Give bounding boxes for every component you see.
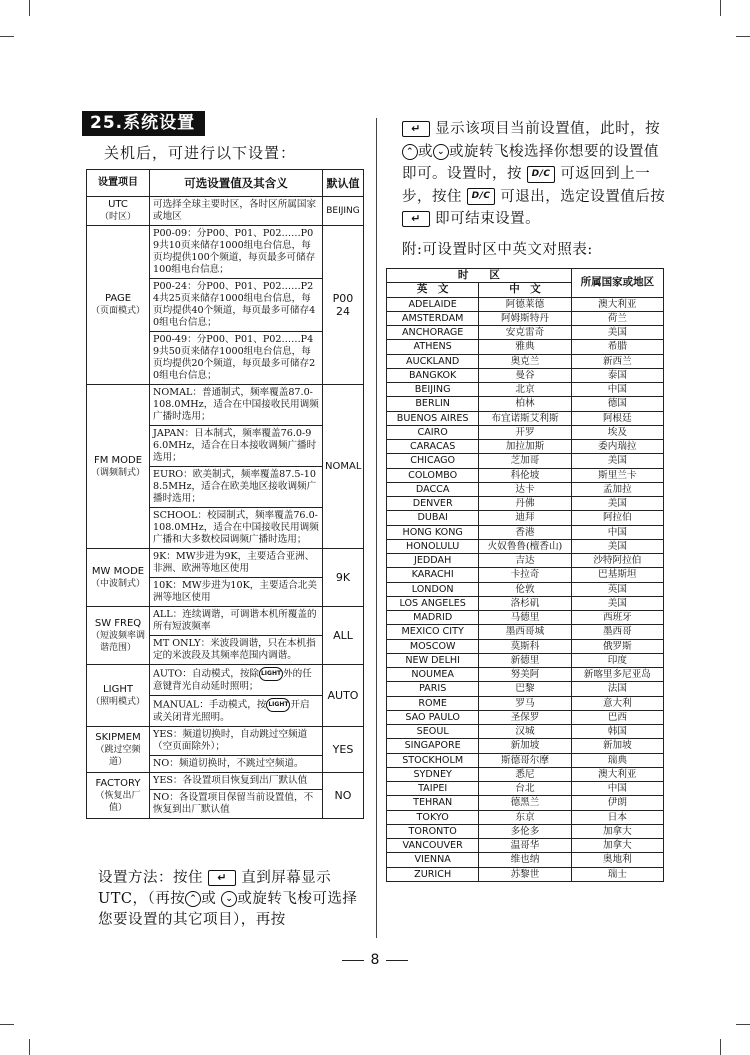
dc-key-icon: D/C xyxy=(467,188,495,205)
timezone-en: KARACHI xyxy=(387,568,479,582)
timezone-country: 新喀里多尼亚岛 xyxy=(571,668,663,682)
timezone-cn: 阿德莱德 xyxy=(479,297,571,311)
timezone-en: SAO PAULO xyxy=(387,710,479,724)
option-page-49: P00-49：分P00、P01、P02……P49共50页来储存1000组电台信息，每页均提供20个频道，每页最多可储存20组电台信息； xyxy=(150,332,323,385)
light-key-icon: LIGHT xyxy=(266,698,290,712)
item-page xyxy=(87,226,150,385)
option-fm-japan: JAPAN：日本制式，频率覆盖76.0-96.0MHz，适合在日本接收调频广播时选用； xyxy=(150,426,323,467)
option-light-auto xyxy=(150,665,323,696)
timezone-en: ATHENS xyxy=(387,340,479,354)
item-sublabel: （跳过空频道） xyxy=(95,744,141,767)
timezone-en: SYDNEY xyxy=(387,767,479,781)
timezone-country: 美国 xyxy=(571,326,663,340)
section-title: 25.系统设置 xyxy=(82,111,205,136)
timezone-row xyxy=(387,668,664,682)
timezone-country: 巴基斯坦 xyxy=(571,568,663,582)
timezone-cn: 科伦坡 xyxy=(479,468,571,482)
default-skip: YES xyxy=(323,727,364,773)
return-key-icon: ↵ xyxy=(208,870,236,886)
column-divider xyxy=(376,118,377,938)
settings-table xyxy=(86,169,364,819)
item-label: PAGE xyxy=(104,293,132,304)
timezone-cn: 台北 xyxy=(479,782,571,796)
timezone-en: ADELAIDE xyxy=(387,297,479,311)
timezone-cn: 迪拜 xyxy=(479,511,571,525)
timezone-en: AUCKLAND xyxy=(387,354,479,368)
item-sublabel: （短波频率调谐范围） xyxy=(90,630,145,653)
timezone-country: 中国 xyxy=(571,782,663,796)
header-country: 所属国家或地区 xyxy=(571,269,663,298)
timezone-country: 泰国 xyxy=(571,368,663,382)
method-text: 即可结束设置。 xyxy=(435,211,541,227)
default-page: P00 24 xyxy=(323,226,364,385)
timezone-en: DACCA xyxy=(387,482,479,496)
timezone-cn: 悉尼 xyxy=(479,767,571,781)
crop-mark xyxy=(0,36,14,37)
timezone-header-row xyxy=(387,269,664,283)
timezone-country: 中国 xyxy=(571,383,663,397)
timezone-row xyxy=(387,653,664,667)
item-sublabel: （时区） xyxy=(99,212,136,222)
timezone-row xyxy=(387,582,664,596)
item-fm xyxy=(87,385,150,549)
timezone-row xyxy=(387,497,664,511)
timezone-en: BEIJING xyxy=(387,383,479,397)
timezone-country: 新加坡 xyxy=(571,739,663,753)
timezone-country: 巴西 xyxy=(571,710,663,724)
timezone-en: VANCOUVER xyxy=(387,839,479,853)
dc-key-icon: D/C xyxy=(527,166,555,183)
crop-mark xyxy=(0,1024,14,1025)
option-text: 外的任意键背光自动延时照明； xyxy=(153,668,312,692)
timezone-cn: 罗马 xyxy=(479,696,571,710)
timezone-cn: 多伦多 xyxy=(479,824,571,838)
timezone-en: CHICAGO xyxy=(387,454,479,468)
option-mw-10k: 10K：MW步进为10K，主要适合北美洲等地区使用 xyxy=(150,578,323,607)
timezone-country: 法国 xyxy=(571,682,663,696)
timezone-en: ROME xyxy=(387,696,479,710)
method-text: 或 xyxy=(418,143,433,160)
timezone-en: VIENNA xyxy=(387,853,479,867)
timezone-row xyxy=(387,311,664,325)
row-fm xyxy=(87,385,364,426)
return-key-icon: ↵ xyxy=(402,211,430,227)
item-label: UTC xyxy=(108,199,128,210)
timezone-row xyxy=(387,354,664,368)
timezone-row xyxy=(387,468,664,482)
timezone-cn: 东京 xyxy=(479,810,571,824)
timezone-row xyxy=(387,568,664,582)
row-skip xyxy=(87,727,364,756)
timezone-cn: 卡拉奇 xyxy=(479,568,571,582)
timezone-country: 埃及 xyxy=(571,425,663,439)
timezone-cn: 达卡 xyxy=(479,482,571,496)
timezone-cn: 北京 xyxy=(479,383,571,397)
timezone-en: DENVER xyxy=(387,497,479,511)
light-key-icon: LIGHT xyxy=(259,667,283,681)
item-sw xyxy=(87,607,150,665)
timezone-row xyxy=(387,397,664,411)
setting-method xyxy=(98,868,370,931)
timezone-row xyxy=(387,554,664,568)
timezone-country: 中国 xyxy=(571,525,663,539)
timezone-country: 俄罗斯 xyxy=(571,639,663,653)
timezone-en: NEW DELHI xyxy=(387,653,479,667)
option-fm-nomal: NOMAL：普通制式，频率覆盖87.0-108.0MHz，适合在中国接收民用调频广播时选用； xyxy=(150,385,323,426)
timezone-cn: 曼谷 xyxy=(479,368,571,382)
timezone-cn: 温哥华 xyxy=(479,839,571,853)
row-utc xyxy=(87,197,364,226)
timezone-cn: 芝加哥 xyxy=(479,454,571,468)
row-sw xyxy=(87,607,364,636)
timezone-row xyxy=(387,839,664,853)
timezone-country: 阿拉伯 xyxy=(571,511,663,525)
option-page-09: P00-09：分P00、P01、P02……P09共10页来储存1000组电台信息，每页均提供100个频道，每页最多可储存100组电台信息； xyxy=(150,226,323,279)
page-number xyxy=(0,952,750,968)
timezone-cn: 巴黎 xyxy=(479,682,571,696)
timezone-cn: 努美阿 xyxy=(479,668,571,682)
option-skip-no: NO：频道切换时，不跳过空频道。 xyxy=(150,756,323,773)
timezone-row xyxy=(387,739,664,753)
timezone-body xyxy=(387,297,664,881)
timezone-country: 美国 xyxy=(571,539,663,553)
up-key-icon: ⌃ xyxy=(185,891,201,907)
item-mw xyxy=(87,549,150,607)
timezone-caption: 附:可设置时区中英文对照表: xyxy=(402,242,593,258)
timezone-row xyxy=(387,710,664,724)
desc-utc: 可选择全球主要时区，各时区所属国家或地区 xyxy=(150,197,323,226)
timezone-en: MEXICO CITY xyxy=(387,625,479,639)
timezone-cn: 丹佛 xyxy=(479,497,571,511)
item-label: SW FREQ xyxy=(94,617,142,629)
timezone-row xyxy=(387,767,664,781)
timezone-row xyxy=(387,810,664,824)
page-number-dash xyxy=(342,960,364,961)
timezone-cn: 布宜诺斯艾利斯 xyxy=(479,411,571,425)
timezone-cn: 开罗 xyxy=(479,425,571,439)
page-number-dash xyxy=(386,960,408,961)
timezone-row xyxy=(387,753,664,767)
crop-mark xyxy=(29,0,30,16)
item-label: SKIPMEM xyxy=(95,731,141,743)
timezone-country: 美国 xyxy=(571,497,663,511)
timezone-en: STOCKHOLM xyxy=(387,753,479,767)
timezone-cn: 柏林 xyxy=(479,397,571,411)
setting-method-continued xyxy=(402,118,672,231)
timezone-row xyxy=(387,525,664,539)
intro-text: 关机后，可进行以下设置： xyxy=(104,144,297,162)
crop-mark xyxy=(720,1039,721,1055)
default-fm: NOMAL xyxy=(323,385,364,549)
timezone-row xyxy=(387,297,664,311)
method-text: 设置方法：按住 xyxy=(98,870,203,886)
timezone-en: LOS ANGELES xyxy=(387,596,479,610)
header-en: 英 文 xyxy=(387,283,479,297)
timezone-country: 加拿大 xyxy=(571,824,663,838)
crop-mark xyxy=(736,1024,750,1025)
timezone-row xyxy=(387,725,664,739)
option-page-24: P00-24：分P00、P01、P02……P24共25页来储存1000组电台信息，每页均提供40个频道，每页最多可储存40组电台信息； xyxy=(150,279,323,332)
timezone-cn: 伦敦 xyxy=(479,582,571,596)
timezone-country: 孟加拉 xyxy=(571,482,663,496)
option-mw-9k: 9K：MW步进为9K，主要适合亚洲、非洲、欧洲等地区使用 xyxy=(150,549,323,578)
timezone-row xyxy=(387,639,664,653)
timezone-en: ANCHORAGE xyxy=(387,326,479,340)
timezone-country: 新西兰 xyxy=(571,354,663,368)
row-factory xyxy=(87,773,364,790)
row-light xyxy=(87,665,364,696)
timezone-cn: 安克雷奇 xyxy=(479,326,571,340)
timezone-en: ZURICH xyxy=(387,867,479,881)
settings-header-row xyxy=(87,170,364,197)
timezone-cn: 苏黎世 xyxy=(479,867,571,881)
timezone-country: 瑞士 xyxy=(571,867,663,881)
timezone-en: AMSTERDAM xyxy=(387,311,479,325)
header-options: 可选设置值及其含义 xyxy=(150,170,323,197)
timezone-en: SEOUL xyxy=(387,725,479,739)
item-sublabel: （恢复出厂值） xyxy=(95,790,141,813)
timezone-en: BANGKOK xyxy=(387,368,479,382)
timezone-row xyxy=(387,696,664,710)
timezone-cn: 德黑兰 xyxy=(479,796,571,810)
timezone-cn: 斯德哥尔摩 xyxy=(479,753,571,767)
timezone-country: 澳大利亚 xyxy=(571,297,663,311)
item-light xyxy=(87,665,150,727)
timezone-country: 瑞典 xyxy=(571,753,663,767)
method-text: 或旋转飞梭可选择您要设置的其它项目），再按 xyxy=(98,891,358,928)
timezone-row xyxy=(387,596,664,610)
timezone-row xyxy=(387,383,664,397)
option-fm-school: SCHOOL：校园制式，频率覆盖76.0-108.0MHz，适合在中国接收民用调频广播和大多数校园调频广播时选用； xyxy=(150,508,323,549)
timezone-en: PARIS xyxy=(387,682,479,696)
timezone-row xyxy=(387,411,664,425)
timezone-row xyxy=(387,482,664,496)
default-utc: BEIJING xyxy=(323,197,364,226)
timezone-row xyxy=(387,440,664,454)
timezone-cn: 新加坡 xyxy=(479,739,571,753)
timezone-row xyxy=(387,326,664,340)
option-factory-yes: YES：各设置项目恢复到出厂默认值 xyxy=(150,773,323,790)
timezone-en: TORONTO xyxy=(387,824,479,838)
timezone-cn: 洛杉矶 xyxy=(479,596,571,610)
timezone-country: 阿根廷 xyxy=(571,411,663,425)
timezone-row xyxy=(387,611,664,625)
timezone-en: BERLIN xyxy=(387,397,479,411)
item-factory xyxy=(87,773,150,819)
item-utc xyxy=(87,197,150,226)
timezone-row xyxy=(387,796,664,810)
return-key-icon: ↵ xyxy=(402,121,430,137)
item-sublabel: （页面模式） xyxy=(90,306,145,316)
method-text: 或旋转飞梭选择你想要的设置值即可。设置时，按 xyxy=(402,143,659,182)
timezone-country: 德国 xyxy=(571,397,663,411)
timezone-country: 西班牙 xyxy=(571,611,663,625)
method-text: 可返回到上一步，按住 xyxy=(402,166,651,205)
timezone-en: CAIRO xyxy=(387,425,479,439)
timezone-en: LONDON xyxy=(387,582,479,596)
row-page xyxy=(87,226,364,279)
timezone-cn: 雅典 xyxy=(479,340,571,354)
timezone-row xyxy=(387,340,664,354)
item-skip xyxy=(87,727,150,773)
item-sublabel: （照明模式） xyxy=(90,696,145,707)
timezone-cn: 维也纳 xyxy=(479,853,571,867)
timezone-cn: 墨西哥城 xyxy=(479,625,571,639)
item-label: MW MODE xyxy=(91,565,145,577)
timezone-country: 意大利 xyxy=(571,696,663,710)
crop-mark xyxy=(736,36,750,37)
timezone-en: COLOMBO xyxy=(387,468,479,482)
item-label: FM MODE xyxy=(93,454,143,466)
timezone-en: TAIPEI xyxy=(387,782,479,796)
crop-mark xyxy=(720,0,721,16)
timezone-row xyxy=(387,682,664,696)
timezone-country: 韩国 xyxy=(571,725,663,739)
option-sw-mt: MT ONLY：米波段调谐，只在本机指定的米波段及其频率范围内调谐。 xyxy=(150,636,323,665)
timezone-row xyxy=(387,625,664,639)
timezone-row xyxy=(387,782,664,796)
timezone-country: 沙特阿拉伯 xyxy=(571,554,663,568)
timezone-en: BUENOS AIRES xyxy=(387,411,479,425)
timezone-cn: 火奴鲁鲁(檀香山) xyxy=(479,539,571,553)
timezone-cn: 阿姆斯特丹 xyxy=(479,311,571,325)
timezone-en: TEHRAN xyxy=(387,796,479,810)
down-key-icon: ⌄ xyxy=(433,144,449,160)
timezone-row xyxy=(387,511,664,525)
timezone-en: SINGAPORE xyxy=(387,739,479,753)
timezone-row xyxy=(387,867,664,881)
timezone-row xyxy=(387,853,664,867)
header-item: 设置项目 xyxy=(87,170,150,197)
timezone-en: HONG KONG xyxy=(387,525,479,539)
timezone-country: 美国 xyxy=(571,596,663,610)
timezone-country: 斯里兰卡 xyxy=(571,468,663,482)
timezone-country: 印度 xyxy=(571,653,663,667)
default-light: AUTO xyxy=(323,665,364,727)
timezone-cn: 莫斯科 xyxy=(479,639,571,653)
method-text: 显示该项目当前设置值，此时，按 xyxy=(435,121,661,137)
timezone-en: CARACAS xyxy=(387,440,479,454)
timezone-cn: 新德里 xyxy=(479,653,571,667)
header-cn: 中 文 xyxy=(479,283,571,297)
timezone-country: 加拿大 xyxy=(571,839,663,853)
method-text: 或 xyxy=(201,891,217,907)
timezone-country: 委内瑞拉 xyxy=(571,440,663,454)
timezone-row xyxy=(387,539,664,553)
item-label: FACTORY xyxy=(95,777,141,789)
option-text: 开启或关闭背光照明。 xyxy=(153,699,310,723)
timezone-en: HONOLULU xyxy=(387,539,479,553)
timezone-country: 澳大利亚 xyxy=(571,767,663,781)
header-default: 默认值 xyxy=(323,170,364,197)
timezone-en: MOSCOW xyxy=(387,639,479,653)
timezone-country: 希腊 xyxy=(571,340,663,354)
timezone-row xyxy=(387,368,664,382)
timezone-country: 墨西哥 xyxy=(571,625,663,639)
up-key-icon: ⌃ xyxy=(402,144,418,160)
timezone-cn: 圣保罗 xyxy=(479,710,571,724)
timezone-en: DUBAI xyxy=(387,511,479,525)
option-light-manual xyxy=(150,696,323,727)
timezone-cn: 吉达 xyxy=(479,554,571,568)
timezone-country: 奥地利 xyxy=(571,853,663,867)
default-sw: ALL xyxy=(323,607,364,665)
header-zone: 时 区 xyxy=(387,269,572,283)
timezone-row xyxy=(387,454,664,468)
item-sublabel: （中波制式） xyxy=(90,578,145,589)
timezone-table xyxy=(386,268,664,882)
timezone-row xyxy=(387,425,664,439)
timezone-country: 伊朗 xyxy=(571,796,663,810)
timezone-country: 荷兰 xyxy=(571,311,663,325)
option-sw-all: ALL：连续调谐，可调谐本机所覆盖的所有短波频率 xyxy=(150,607,323,636)
timezone-country: 英国 xyxy=(571,582,663,596)
timezone-cn: 加拉加斯 xyxy=(479,440,571,454)
timezone-en: MADRID xyxy=(387,611,479,625)
timezone-en: NOUMEA xyxy=(387,668,479,682)
option-skip-yes: YES：频道切换时，自动跳过空频道（空页面除外）； xyxy=(150,727,323,756)
option-text: AUTO：自动模式，按除 xyxy=(153,668,260,680)
item-sublabel: （调频制式） xyxy=(90,467,145,478)
timezone-cn: 汉城 xyxy=(479,725,571,739)
down-key-icon: ⌄ xyxy=(221,891,237,907)
timezone-country: 美国 xyxy=(571,454,663,468)
item-label: LIGHT xyxy=(103,683,133,695)
timezone-country: 日本 xyxy=(571,810,663,824)
default-mw: 9K xyxy=(323,549,364,607)
timezone-cn: 奥克兰 xyxy=(479,354,571,368)
option-text: MANUAL：手动模式，按 xyxy=(153,699,267,711)
default-factory: NO xyxy=(323,773,364,819)
method-text: 可退出，选定设置值后按 xyxy=(500,188,666,205)
option-factory-no: NO：各设置项目保留当前设置值，不恢复到出厂默认值 xyxy=(150,790,323,819)
crop-mark xyxy=(29,1039,30,1055)
timezone-cn: 香港 xyxy=(479,525,571,539)
timezone-row xyxy=(387,824,664,838)
timezone-cn: 马德里 xyxy=(479,611,571,625)
method-text: 直到屏幕显示UTC，（再按 xyxy=(98,870,332,907)
row-mw xyxy=(87,549,364,578)
timezone-en: JEDDAH xyxy=(387,554,479,568)
option-fm-euro: EURO：欧美制式，频率覆盖87.5-108.5MHz，适合在欧美地区接收调频广播时选用； xyxy=(150,467,323,508)
page-number-value: 8 xyxy=(370,952,380,968)
timezone-en: TOKYO xyxy=(387,810,479,824)
